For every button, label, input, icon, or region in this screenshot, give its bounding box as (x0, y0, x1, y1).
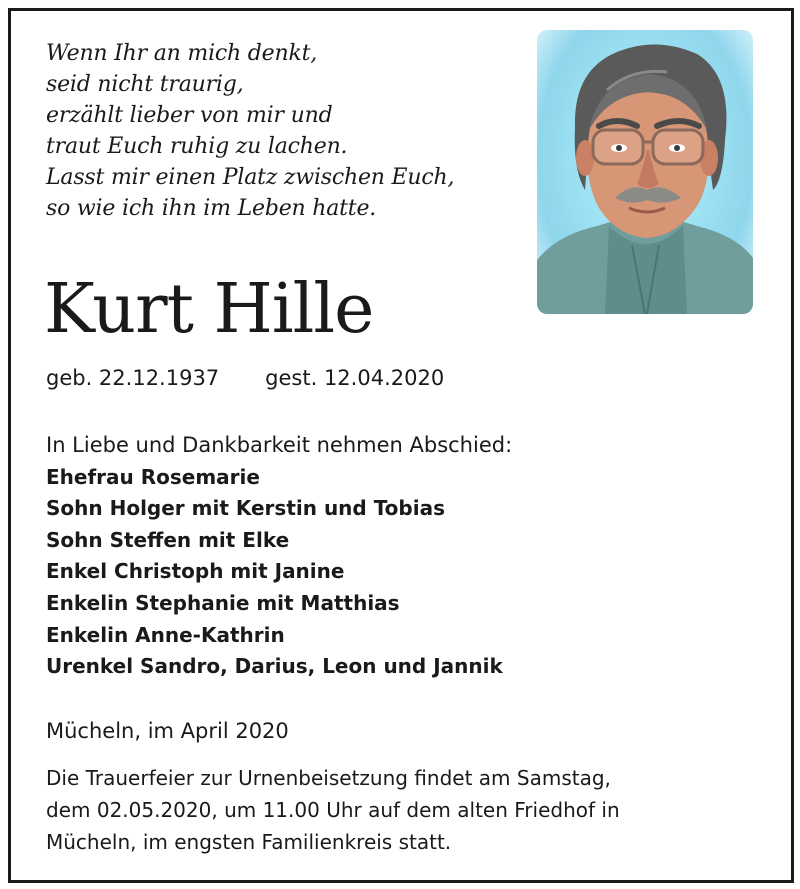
poem-line: Lasst mir einen Platz zwischen Euch, (46, 165, 455, 190)
mourner: Sohn Holger mit Kerstin und Tobias (46, 496, 445, 521)
mourner: Urenkel Sandro, Darius, Leon und Jannik (46, 654, 503, 679)
farewell-intro: In Liebe und Dankbarkeit nehmen Abschied: (46, 433, 513, 457)
poem-line: traut Euch ruhig zu lachen. (46, 134, 348, 159)
portrait-photo (537, 30, 753, 314)
place-date: Mücheln, im April 2020 (46, 719, 289, 743)
funeral-notice (46, 762, 620, 858)
mourner: Ehefrau Rosemarie (46, 464, 260, 489)
poem (46, 38, 454, 224)
deceased-name: Kurt Hille (44, 270, 374, 349)
mourners-list (46, 430, 512, 683)
poem-line: seid nicht traurig, (46, 72, 244, 97)
poem-line: Wenn Ihr an mich denkt, (46, 41, 318, 66)
mourner: Sohn Steffen mit Elke (46, 527, 290, 552)
birth-date: geb. 22.12.1937 (46, 366, 220, 390)
life-dates (46, 364, 444, 392)
notice-line: Mücheln, im engsten Familienkreis statt. (46, 830, 452, 854)
poem-line: so wie ich ihn im Leben hatte. (46, 196, 377, 221)
notice-line: dem 02.05.2020, um 11.00 Uhr auf dem alten Friedhof in (46, 798, 620, 822)
mourner: Enkelin Stephanie mit Matthias (46, 590, 400, 615)
mourner: Enkel Christoph mit Janine (46, 559, 345, 584)
death-date: gest. 12.04.2020 (265, 366, 445, 390)
mourner: Enkelin Anne-Kathrin (46, 622, 285, 647)
portrait-illustration (537, 30, 753, 314)
notice-line: Die Trauerfeier zur Urnenbeisetzung findet am Samstag, (46, 766, 611, 790)
poem-line: erzählt lieber von mir und (46, 103, 333, 128)
